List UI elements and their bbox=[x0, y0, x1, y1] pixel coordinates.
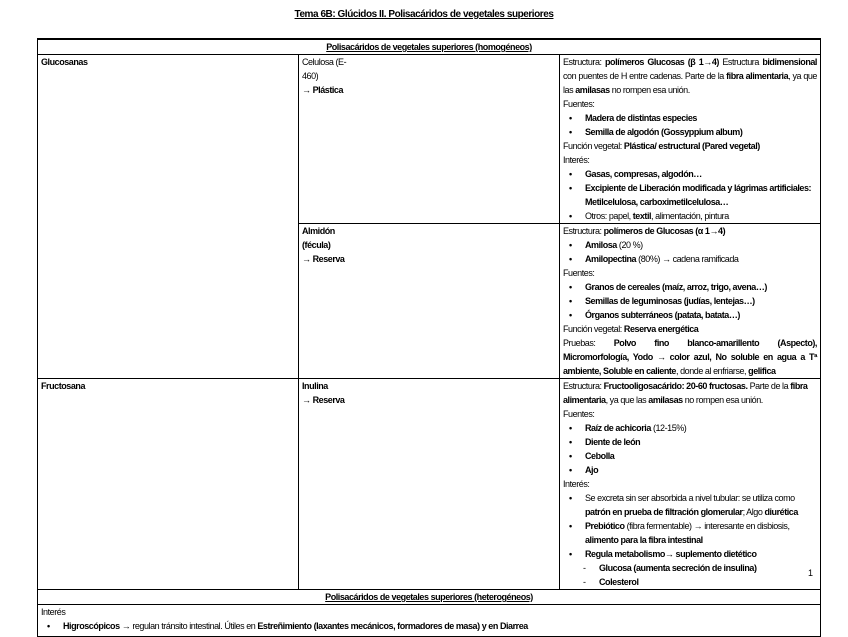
bullet-item bbox=[563, 252, 817, 266]
text-run: Amilosa bbox=[585, 240, 617, 250]
text-run: Celulosa (E- bbox=[302, 57, 347, 67]
name-line bbox=[302, 252, 556, 266]
bullet-item bbox=[41, 619, 817, 633]
text-run: (12-15%) bbox=[650, 423, 687, 433]
text-run: Se excreta sin ser absorbida a nivel tubular: se utiliza como bbox=[585, 493, 795, 503]
group-cell: Fructosana bbox=[38, 379, 299, 590]
text-run: Ajo bbox=[585, 465, 599, 475]
text-run: Almidón bbox=[302, 226, 335, 236]
bullet-item bbox=[563, 280, 817, 294]
text-run: , ya que las bbox=[563, 71, 817, 95]
text-run: Madera de distintas especies bbox=[585, 113, 697, 123]
text-line bbox=[563, 224, 817, 238]
text-line bbox=[41, 605, 817, 619]
text-run: Excipiente de Liberación modificada y lágrimas artificiales: Metilcelulosa, carboximetilcelulosa… bbox=[585, 183, 812, 207]
section-title: Polisacáridos de vegetales superiores (homogéneos) bbox=[38, 39, 821, 55]
bullet-item bbox=[563, 449, 817, 463]
text-run: Glucosa (aumenta secreción de insulina) bbox=[599, 563, 757, 573]
text-run: Plástica bbox=[312, 85, 344, 95]
text-run: Reserva energética bbox=[623, 324, 699, 334]
text-run: , alimentación, pintura bbox=[651, 211, 729, 221]
bullet-item bbox=[563, 435, 817, 449]
text-run: Estructura: bbox=[563, 57, 605, 67]
polysaccharide-name-cell bbox=[299, 379, 560, 590]
hetero-interest-cell bbox=[38, 605, 821, 637]
text-run: fibra alimentaria bbox=[563, 381, 808, 405]
text-run: amilasas bbox=[648, 395, 683, 405]
name-line bbox=[302, 83, 556, 97]
text-run: patrón en prueba de filtración glomerular bbox=[585, 507, 743, 517]
text-run: Interés bbox=[41, 607, 66, 617]
text-line bbox=[563, 407, 817, 421]
name-line bbox=[302, 379, 556, 393]
text-run: Polvo fino blanco-amarillento (Aspecto), Micromorfología, Yodo → color azul, No soluble en agua a Tª ambiente, Soluble en caliente bbox=[563, 338, 817, 376]
text-line bbox=[563, 477, 817, 491]
bullet-item bbox=[563, 294, 817, 308]
text-run: → bbox=[302, 254, 313, 264]
bullet-item bbox=[563, 308, 817, 322]
name-line bbox=[302, 238, 556, 252]
polysaccharide-name-cell bbox=[299, 55, 560, 224]
text-run: alimento para la fibra intestinal bbox=[585, 535, 703, 545]
description-cell bbox=[560, 379, 821, 590]
name-line bbox=[302, 224, 556, 238]
text-run: Higroscópicos bbox=[63, 621, 120, 631]
text-run: no rompen esa unión. bbox=[609, 85, 690, 95]
name-line bbox=[302, 55, 556, 69]
text-run: Fuentes: bbox=[563, 409, 595, 419]
text-line bbox=[563, 266, 817, 280]
table-row bbox=[38, 224, 821, 379]
text-run: (80%) → cadena ramificada bbox=[636, 254, 739, 264]
text-run: Granos de cereales (maíz, arroz, trigo, avena…) bbox=[585, 282, 767, 292]
text-run: Fructooligosacárido: 20-60 fructosas. bbox=[603, 381, 748, 391]
text-run: , donde al enfriarse, bbox=[676, 366, 749, 376]
text-run: diurética bbox=[764, 507, 798, 517]
text-run: Regula metabolismo→ suplemento dietético bbox=[585, 549, 757, 559]
text-run: Cebolla bbox=[585, 451, 615, 461]
text-run: no rompen esa unión. bbox=[682, 395, 763, 405]
text-run: Órganos subterráneos (patata, batata…) bbox=[585, 310, 740, 320]
text-run: Fuentes: bbox=[563, 99, 595, 109]
text-run: Diente de león bbox=[585, 437, 641, 447]
text-run: Estructura: bbox=[563, 226, 604, 236]
bullet-item bbox=[563, 111, 817, 125]
description-cell bbox=[560, 55, 821, 224]
text-line bbox=[563, 55, 817, 97]
text-line bbox=[563, 139, 817, 153]
sub-item bbox=[563, 561, 817, 575]
text-run: Amilopectina bbox=[585, 254, 637, 264]
text-line bbox=[563, 322, 817, 336]
text-run: , ya que las bbox=[605, 395, 649, 405]
polysaccharides-table bbox=[37, 38, 821, 637]
text-run: Gasas, compresas, algodón… bbox=[585, 169, 702, 179]
text-run: Función vegetal: bbox=[563, 141, 624, 151]
text-run: bidimensional bbox=[762, 57, 817, 67]
bullet-item bbox=[563, 181, 817, 209]
text-run: Interés: bbox=[563, 155, 590, 165]
text-run: Reserva bbox=[312, 395, 345, 405]
text-line bbox=[563, 97, 817, 111]
text-run: Estreñimiento (laxantes mecánicos, formadores de masa) y en Diarrea bbox=[257, 621, 528, 631]
text-run: Parte de la bbox=[747, 381, 791, 391]
section-header-heterogeneous bbox=[38, 590, 821, 605]
bullet-item bbox=[563, 491, 817, 519]
text-run: 460) bbox=[302, 71, 319, 81]
bullet-item bbox=[563, 547, 817, 561]
text-run: Función vegetal: bbox=[563, 324, 624, 334]
text-run: (fibra fermentable) → interesante en disbiosis, bbox=[624, 521, 790, 531]
description-cell bbox=[560, 224, 821, 379]
sub-item bbox=[563, 575, 817, 589]
bullet-item bbox=[563, 238, 817, 252]
text-run: Interés: bbox=[563, 479, 590, 489]
text-run: Estructura bbox=[718, 57, 763, 67]
text-run: Semilla de algodón (Gossyppium album) bbox=[585, 127, 743, 137]
bullet-item bbox=[563, 125, 817, 139]
bullet-item bbox=[563, 421, 817, 435]
text-run: gelifica bbox=[748, 366, 776, 376]
text-run: Semillas de leguminosas (judías, lentejas…) bbox=[585, 296, 755, 306]
group-cell bbox=[38, 224, 299, 379]
text-run: (20 %) bbox=[616, 240, 643, 250]
text-run: fibra alimentaria bbox=[726, 71, 789, 81]
text-run: Pruebas: bbox=[563, 338, 614, 348]
text-run: → regulan tránsito intestinal. Útiles en bbox=[119, 621, 258, 631]
page-number: 1 bbox=[808, 568, 813, 578]
text-run: Fuentes: bbox=[563, 268, 595, 278]
text-run: Raíz de achicoria bbox=[585, 423, 651, 433]
table-row bbox=[38, 379, 821, 590]
text-run: (fécula) bbox=[302, 240, 331, 250]
text-line bbox=[563, 336, 817, 378]
group-cell: Glucosanas bbox=[38, 55, 299, 224]
text-line bbox=[563, 379, 817, 407]
section-header-homogeneous bbox=[38, 39, 821, 55]
table-row bbox=[38, 55, 821, 224]
name-line bbox=[302, 69, 556, 83]
text-run: textil bbox=[632, 211, 652, 221]
bullet-item bbox=[563, 463, 817, 477]
text-run: polímeros de Glucosas (α 1→4) bbox=[603, 226, 726, 236]
text-run: Inulina bbox=[302, 381, 328, 391]
text-run: Otros: papel, bbox=[585, 211, 633, 221]
section-title: Polisacáridos de vegetales superiores (heterogéneos) bbox=[38, 590, 821, 605]
document-title: Tema 6B: Glúcidos II. Polisacáridos de vegetales superiores bbox=[294, 9, 554, 20]
bullet-item bbox=[563, 167, 817, 181]
text-run: Plástica/ estructural (Pared vegetal) bbox=[623, 141, 760, 151]
text-run: ; Algo bbox=[742, 507, 765, 517]
text-run: Prebiótico bbox=[585, 521, 625, 531]
text-run: Reserva bbox=[312, 254, 345, 264]
text-run: polímeros Glucosas (β 1→4) bbox=[605, 57, 719, 67]
text-run: → bbox=[302, 85, 313, 95]
text-run: amilasas bbox=[575, 85, 610, 95]
text-run: Estructura: bbox=[563, 381, 604, 391]
text-run: → bbox=[302, 395, 313, 405]
bullet-item bbox=[563, 209, 817, 223]
text-run: con puentes de H entre cadenas. Parte de la bbox=[563, 71, 727, 81]
polysaccharide-name-cell bbox=[299, 224, 560, 379]
bullet-item bbox=[563, 519, 817, 547]
name-line bbox=[302, 393, 556, 407]
table-row bbox=[38, 605, 821, 637]
text-run: Colesterol bbox=[599, 577, 639, 587]
text-line bbox=[563, 153, 817, 167]
